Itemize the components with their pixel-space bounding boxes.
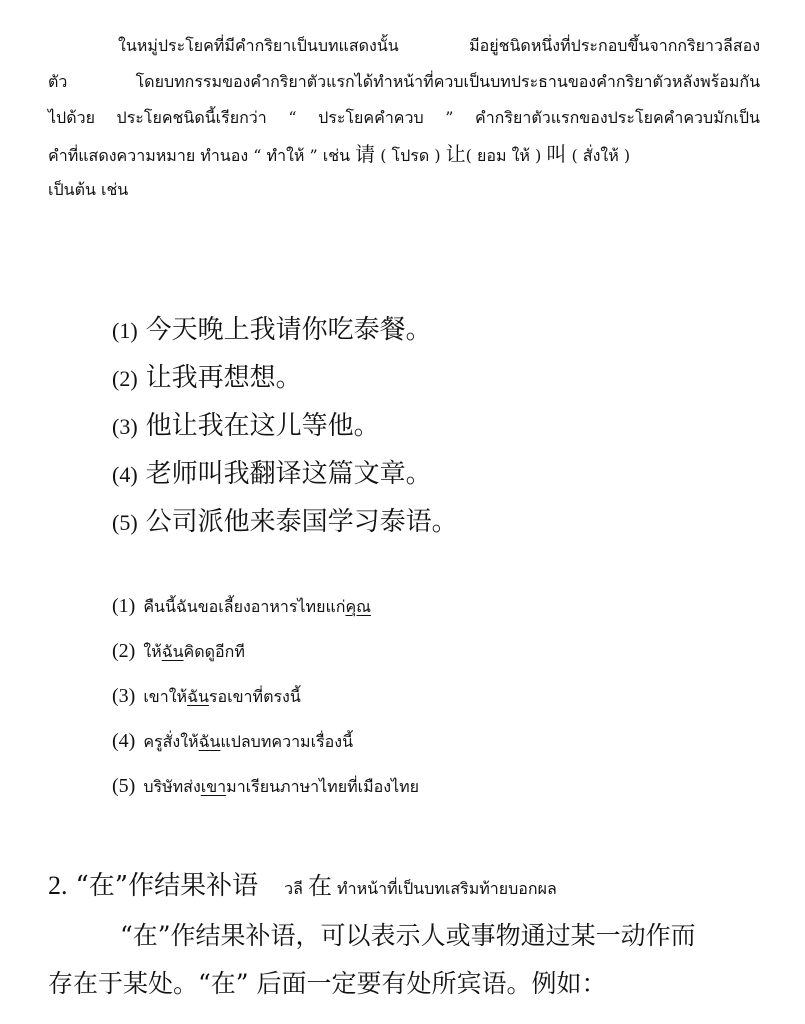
intro-text: คำที่แสดงความหมาย ทำนอง “ ทำให้ ” เช่น [48,146,356,165]
chinese-example [112,402,712,450]
thai-translation [112,629,712,674]
translation-text: แปลบทความเรื่องนี้ [220,732,354,751]
thai-translation-list [112,584,712,809]
intro-text: ( สั่งให้ ) [566,146,631,165]
intro-line: เป็นต้น เช่น [48,180,129,199]
chinese-example [112,450,712,498]
example-sentence: 老师叫我翻译这篇文章。 [145,459,432,489]
example-number: (1) [112,595,136,617]
intro-text: ( ยอม ให้ ) [465,146,547,165]
translation-text: เขาให้ [143,687,188,706]
section-number: 2. [48,871,68,900]
chinese-word: 在 [307,872,332,900]
example-number: (2) [112,366,138,391]
section-thai-text: วลี [284,879,308,898]
chinese-example [112,354,712,402]
chinese-word: 叫 [546,142,567,166]
body-line: “在”作结果补语，可以表示人或事物通过某一动作而 [120,921,696,950]
translation-text: ให้ [143,642,162,661]
intro-text: ( โปรด ) [375,146,446,165]
intro-line: ไปด้วย ประโยคชนิดนี้เรียกว่า “ ประโยคคำควบ ” คำกริยาตัวแรกของประโยคคำควบมักเป็น [48,108,760,127]
body-line: 存在于某处。“在” 后面一定要有处所宾语。例如： [48,969,607,998]
intro-line: ในหมู่ประโยคที่มีคำกริยาเป็นบทแสดงนั้น มีอยู่ชนิดหนึ่งที่ประกอบขึ้นจากกริยาวลีสอง [118,36,760,55]
example-number: (4) [112,462,138,487]
section-heading [48,862,557,910]
thai-translation [112,719,712,764]
translation-text: บริษัทส่ง [143,777,201,796]
translation-text: มาเรียนภาษาไทยที่เมืองไทย [226,777,420,796]
translation-text: คืนนี้ฉันขอเลี้ยงอาหารไทยแก่ [143,597,346,616]
example-sentence: 公司派他来泰国学习泰语。 [145,507,458,537]
section-title-chinese: “在”作结果补语 [75,871,259,901]
section-thai-text: ทำหน้าที่เป็นบทเสริมท้ายบอกผล [331,879,557,898]
thai-translation [112,764,712,809]
example-sentence: 让我再想想。 [145,363,302,393]
chinese-example [112,498,712,546]
example-sentence: 他让我在这儿等他。 [145,411,380,441]
example-number: (5) [112,775,136,797]
chinese-body-paragraph [48,912,760,1008]
underlined-word: ฉัน [161,642,184,661]
chinese-word: 让 [445,142,466,166]
section-title-thai [284,872,557,900]
chinese-example [112,306,712,354]
underlined-word: ฉัน [198,732,221,751]
underlined-word: เขา [200,777,227,796]
underlined-word: ฉัน [187,687,209,706]
thai-translation [112,674,712,719]
chinese-example-list [112,306,712,546]
translation-text: ครูสั่งให้ [143,732,199,751]
example-number: (4) [112,730,136,752]
translation-text: รอเขาที่ตรงนี้ [208,687,301,706]
example-sentence: 今天晚上我请你吃泰餐。 [145,315,432,345]
thai-translation [112,584,712,629]
intro-paragraph [48,28,760,208]
underlined-word: คุณ [345,597,371,616]
intro-line [48,136,760,172]
intro-line: ตัว โดยบทกรรมของคำกริยาตัวแรกได้ทำหน้าที่ควบเป็นบทประธานของคำกริยาตัวหลังพร้อมกัน [48,72,760,91]
example-number: (3) [112,685,136,707]
example-number: (1) [112,318,138,343]
chinese-word: 请 [355,142,376,166]
example-number: (2) [112,640,136,662]
translation-text: คิดดูอีกที [183,642,245,661]
example-number: (3) [112,414,138,439]
example-number: (5) [112,510,138,535]
